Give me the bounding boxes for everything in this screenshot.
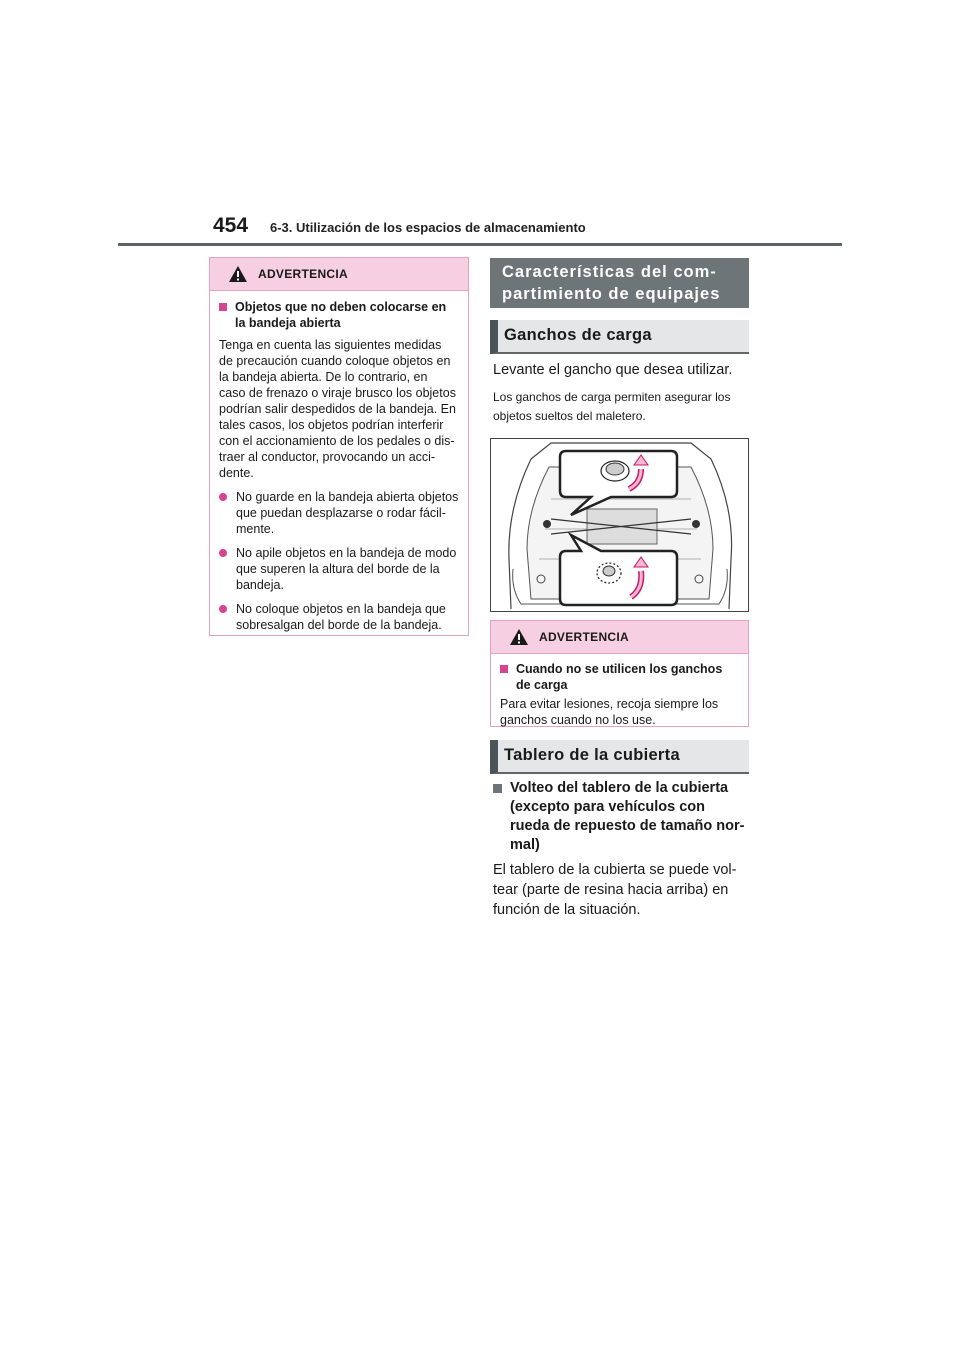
warning-header <box>210 258 468 291</box>
trunk-diagram <box>491 439 748 611</box>
text-line: Tenga en cuenta las siguientes medidas <box>219 338 442 352</box>
warning-heading-text: Objetos que no deben colocarse en la bandeja abierta <box>235 300 447 330</box>
text-line: podrían salir despedidos de la bandeja. En <box>219 402 456 416</box>
warning-body <box>210 291 468 649</box>
section-title-line: partimiento de equipajes <box>502 285 721 303</box>
text-line: de carga <box>516 678 568 692</box>
text-line: función de la situación. <box>493 902 641 918</box>
hooks-intro: Levante el gancho que desea utilizar. <box>493 362 733 378</box>
warning-title: ADVERTENCIA <box>539 630 629 644</box>
text-line: mal) <box>510 837 540 853</box>
text-line: (excepto para vehículos con <box>510 799 706 815</box>
text-line: No guarde en la bandeja abierta objetos <box>236 490 459 504</box>
text-line: rueda de repuesto de tamaño nor- <box>510 818 745 834</box>
warning-title: ADVERTENCIA <box>258 267 348 281</box>
text-line: traer al conductor, provocando un acci- <box>219 450 436 464</box>
subsection-title-deck-board: Tablero de la cubierta <box>490 740 749 774</box>
section-title-line: Características del com- <box>502 263 717 281</box>
cargo-hooks-illustration <box>490 438 749 612</box>
warning-heading <box>219 299 459 331</box>
list-item <box>219 545 459 593</box>
text-line: sobresalgan del borde de la bandeja. <box>236 618 442 632</box>
text-line: mente. <box>236 522 275 536</box>
text-line: No apile objetos en la bandeja de modo <box>236 546 457 560</box>
text-line: objetos sueltos del maletero. <box>493 409 646 423</box>
section-title <box>490 258 749 308</box>
warning-paragraph <box>219 337 459 481</box>
text-line: Los ganchos de carga permiten asegurar los <box>493 390 731 404</box>
text-line: dente. <box>219 466 254 480</box>
warning-header <box>491 621 748 654</box>
square-bullet-icon <box>500 665 508 673</box>
round-bullet-icon <box>219 549 227 557</box>
round-bullet-icon <box>219 493 227 501</box>
round-bullet-icon <box>219 605 227 613</box>
page-number: 454 <box>213 214 249 237</box>
warning-paragraph <box>500 696 739 728</box>
text-line: bandeja. <box>236 578 284 592</box>
text-line: la bandeja abierta. De lo contrario, en <box>219 370 428 384</box>
square-bullet-icon <box>493 784 502 793</box>
text-line: que superen la altura del borde de la <box>236 562 440 576</box>
text-line: con el accionamiento de los pedales o dis- <box>219 434 455 448</box>
text-line: tales casos, los objetos podrían interferir <box>219 418 444 432</box>
text-line: No coloque objetos en la bandeja que <box>236 602 446 616</box>
text-line: tear (parte de resina hacia arriba) en <box>493 882 729 898</box>
square-bullet-icon <box>219 303 227 311</box>
warning-box-tray <box>209 257 469 636</box>
text-line: Cuando no se utilicen los ganchos <box>516 662 723 676</box>
header-divider <box>118 243 842 246</box>
list-item <box>219 489 459 537</box>
text-line: El tablero de la cubierta se puede vol- <box>493 862 737 878</box>
deck-board-subheading <box>493 779 749 855</box>
warning-triangle-icon <box>228 265 248 283</box>
chapter-title: 6-3. Utilización de los espacios de almacenamiento <box>270 220 586 235</box>
text-line: que puedan desplazarse o rodar fácil- <box>236 506 446 520</box>
text-line: de precaución cuando coloque objetos en <box>219 354 451 368</box>
warning-heading <box>500 661 739 693</box>
subsection-title-hooks: Ganchos de carga <box>490 320 749 354</box>
list-item <box>219 601 459 633</box>
text-line: ganchos cuando no los use. <box>500 713 656 727</box>
hooks-description <box>493 388 730 426</box>
text-line: Volteo del tablero de la cubierta <box>510 780 729 796</box>
deck-board-body <box>493 860 736 920</box>
warning-body <box>491 654 748 736</box>
text-line: caso de frenazo o viraje brusco los objetos <box>219 386 456 400</box>
text-line: Para evitar lesiones, recoja siempre los <box>500 697 719 711</box>
warning-triangle-icon <box>509 628 529 646</box>
warning-box-hooks <box>490 620 749 727</box>
